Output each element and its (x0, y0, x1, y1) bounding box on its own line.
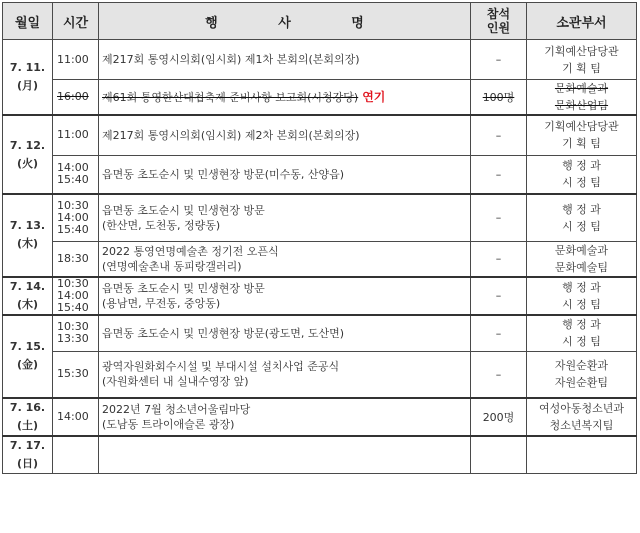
event-name: 제61회 통영한산대첩축제 준비사항 보고회(시청강당) (102, 90, 359, 104)
time-cell: 11:00 (53, 40, 99, 80)
date-text: 7. 12. (9, 138, 46, 152)
postponed-label: 연기 (362, 89, 386, 104)
attendance-cell: – (471, 194, 527, 241)
table-row (3, 115, 637, 155)
team-name: 시 정 팀 (562, 219, 601, 233)
event-name: 2022 통영연명예술촌 정기전 오픈식 (102, 244, 279, 258)
event-location: (한산면, 도천동, 정량동) (102, 218, 221, 232)
weekday-text: (火) (16, 156, 39, 170)
date-cell (3, 315, 53, 398)
dept-cell (527, 277, 637, 315)
table-row (3, 80, 637, 116)
dept-cell (527, 194, 637, 241)
table-row (3, 277, 637, 315)
dept-cell (527, 436, 637, 474)
event-name: 읍면동 초도순시 및 민생현장 방문(미수동, 산양읍) (102, 167, 345, 181)
date-cell (3, 194, 53, 277)
attendance-cell: 100명 (471, 80, 527, 116)
attendance-cell: – (471, 40, 527, 80)
attendance-cell: – (471, 155, 527, 194)
header-time: 시간 (53, 3, 99, 40)
event-name: 2022년 7월 청소년어울림마당 (102, 402, 251, 416)
dept-name: 기획예산담당관 (544, 120, 619, 134)
event-name: 읍면동 초도순시 및 민생현장 방문 (102, 203, 265, 217)
event-name: 제217회 통영시의회(임시회) 제1차 본회의(본회의장) (102, 53, 360, 66)
dept-cell (527, 80, 637, 116)
event-cell (99, 315, 471, 352)
header-attendance: 참석 인원 (471, 3, 527, 40)
event-name: 읍면동 초도순시 및 민생현장 방문 (102, 281, 265, 295)
dept-name: 행 정 과 (562, 280, 601, 294)
table-row (3, 194, 637, 241)
table-row (3, 352, 637, 398)
attendance-cell: – (471, 352, 527, 398)
table-row (3, 241, 637, 277)
date-text: 7. 11. (9, 61, 46, 74)
event-cell (99, 155, 471, 194)
event-location: (용남면, 무전동, 중앙동) (102, 296, 221, 310)
date-cell (3, 115, 53, 194)
event-location: (연명예술촌내 동피랑갤러리) (102, 259, 242, 273)
event-name: 제217회 통영시의회(임시회) 제2차 본회의(본회의장) (102, 128, 360, 142)
dept-name: 행 정 과 (562, 159, 601, 173)
event-cell (99, 40, 471, 80)
date-cell (3, 277, 53, 315)
team-name: 기 획 팀 (562, 137, 601, 151)
header-dept: 소관부서 (527, 3, 637, 40)
table-row (3, 40, 637, 80)
attendance-cell (471, 436, 527, 474)
event-location: (자원화센터 내 실내수영장 앞) (102, 375, 249, 389)
date-text: 7. 17. (9, 438, 46, 452)
attendance-cell: – (471, 115, 527, 155)
time-cell: 10:30 14:00 15:40 (53, 277, 99, 315)
weekday-text: (月) (16, 79, 39, 92)
time-cell: 14:00 (53, 398, 99, 436)
event-name: 읍면동 초도순시 및 민생현장 방문(광도면, 도산면) (102, 326, 345, 340)
weekday-text: (木) (16, 237, 39, 251)
team-name: 시 정 팀 (562, 297, 601, 311)
team-name: 문화예술팀 (554, 260, 609, 274)
dept-name: 문화예술과 (554, 243, 609, 257)
time-cell: 10:30 14:00 15:40 (53, 194, 99, 241)
date-cell (3, 40, 53, 116)
event-name: 광역자원화회수시설 및 부대시설 설치사업 준공식 (102, 360, 340, 374)
table-row (3, 398, 637, 436)
attendance-cell: – (471, 241, 527, 277)
header-row (3, 3, 637, 40)
header-event: 행 사 명 (99, 3, 471, 40)
team-name: 자원순환팀 (554, 376, 609, 390)
dept-cell (527, 241, 637, 277)
schedule-table (2, 2, 637, 474)
date-text: 7. 15. (9, 340, 46, 353)
date-text: 7. 13. (9, 219, 46, 233)
header-date: 월일 (3, 3, 53, 40)
date-cell (3, 398, 53, 436)
event-cell (99, 194, 471, 241)
dept-cell (527, 398, 637, 436)
event-cell (99, 80, 471, 116)
dept-cell (527, 115, 637, 155)
date-text: 7. 14. (9, 279, 46, 293)
dept-name: 자원순환과 (554, 359, 609, 373)
event-location: (도남동 트라이애슬론 광장) (102, 417, 235, 431)
date-cell (3, 436, 53, 474)
time-cell: 11:00 (53, 115, 99, 155)
time-cell: 14:00 15:40 (53, 155, 99, 194)
attendance-cell: 200명 (471, 398, 527, 436)
time-cell: 16:00 (53, 80, 99, 116)
attendance-cell: – (471, 315, 527, 352)
time-cell: 18:30 (53, 241, 99, 277)
team-name: 청소년복지팀 (549, 418, 614, 432)
event-cell (99, 436, 471, 474)
event-cell (99, 277, 471, 315)
team-name: 시 정 팀 (562, 176, 601, 190)
team-name: 기 획 팀 (562, 61, 601, 75)
dept-cell (527, 352, 637, 398)
time-cell: 15:30 (53, 352, 99, 398)
event-cell (99, 352, 471, 398)
dept-name: 행 정 과 (562, 202, 601, 216)
date-text: 7. 16. (9, 400, 46, 414)
event-cell (99, 115, 471, 155)
dept-cell (527, 155, 637, 194)
dept-name: 행 정 과 (562, 318, 601, 332)
weekday-text: (木) (16, 297, 39, 311)
dept-name: 여성아동청소년과 (538, 401, 624, 415)
time-cell: 10:30 13:30 (53, 315, 99, 352)
weekday-text: (金) (16, 358, 39, 371)
weekday-text: (土) (16, 418, 39, 432)
table-row (3, 436, 637, 474)
team-name: 시 정 팀 (562, 335, 601, 349)
attendance-cell: – (471, 277, 527, 315)
team-name: 문화산업팀 (554, 99, 609, 112)
dept-cell (527, 315, 637, 352)
event-cell (99, 398, 471, 436)
weekday-text: (日) (16, 456, 39, 470)
dept-name: 기획예산담당관 (544, 44, 619, 58)
dept-name: 문화예술과 (554, 82, 609, 95)
table-row (3, 155, 637, 194)
time-cell (53, 436, 99, 474)
event-cell (99, 241, 471, 277)
table-row (3, 315, 637, 352)
dept-cell (527, 40, 637, 80)
